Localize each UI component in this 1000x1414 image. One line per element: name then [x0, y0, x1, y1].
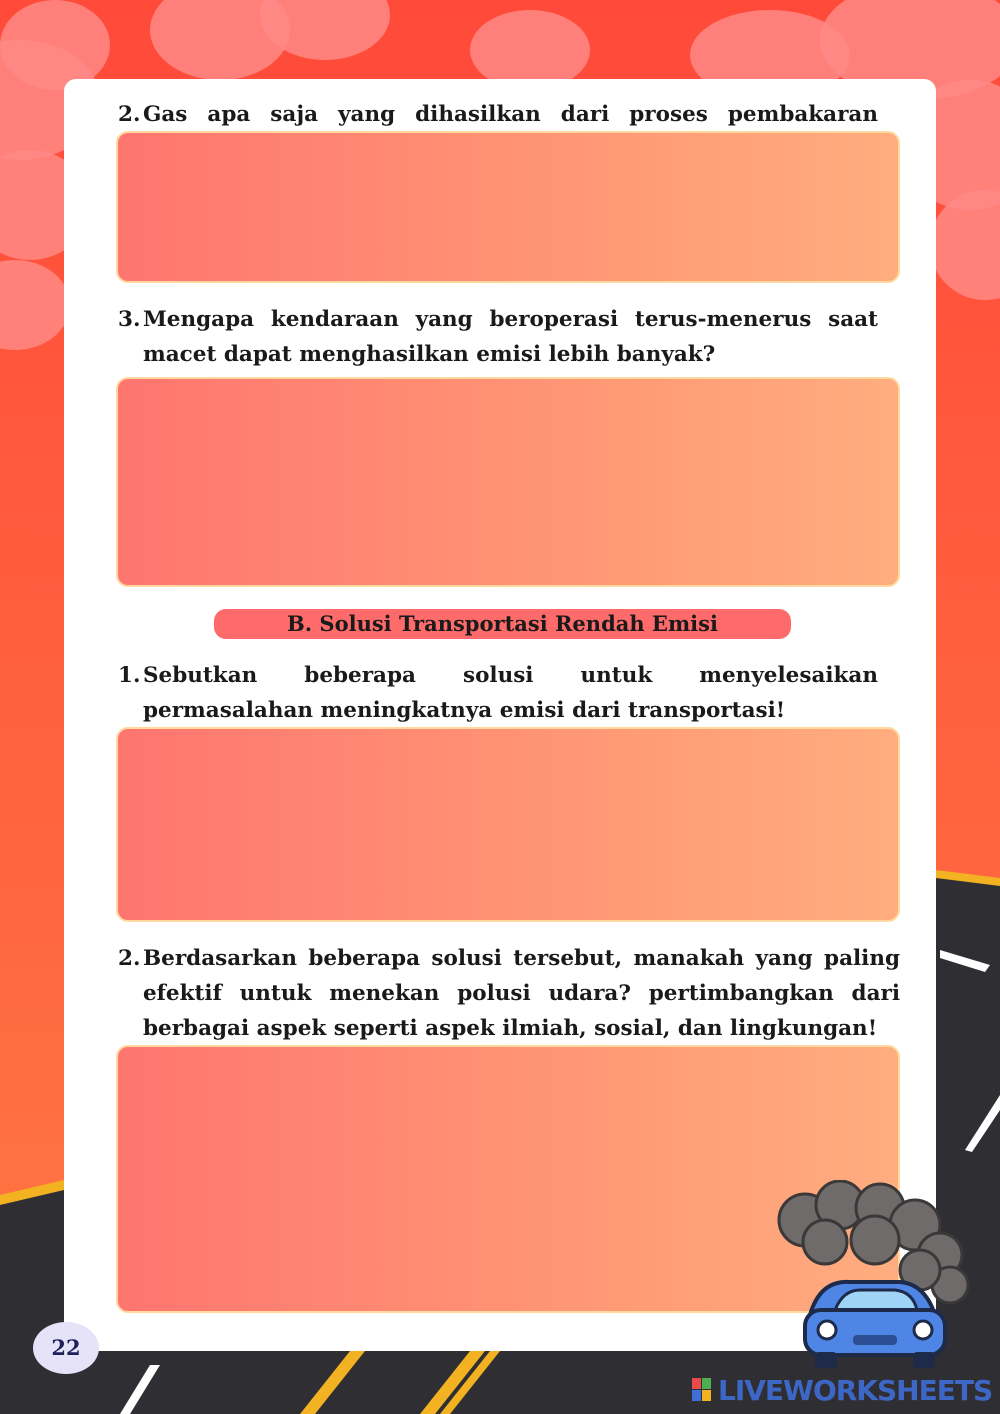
question-number: 1. [118, 663, 141, 688]
question-a3 [118, 302, 878, 372]
answer-box-a3[interactable] [116, 377, 900, 587]
car-icon [805, 1282, 945, 1368]
question-number: 2. [118, 102, 141, 127]
page-number-badge: 22 [33, 1322, 99, 1374]
question-text: Berdasarkan beberapa solusi tersebut, manakah yang paling efektif untuk menekan polusi udara? pertimbangkan dari berbagai aspek seperti aspek ilmiah, sosial, dan lingkungan! [143, 946, 900, 1041]
answer-box-a2[interactable] [116, 131, 900, 283]
question-number: 3. [118, 307, 141, 332]
watermark-text: LIVEWORKSHEETS [718, 1374, 993, 1407]
question-text: Gas apa saja yang dihasilkan dari proses pembakaran [143, 102, 878, 127]
liveworksheets-logo-icon [692, 1378, 712, 1402]
answer-box-b1[interactable] [116, 727, 900, 922]
question-b2 [118, 941, 900, 1046]
question-number: 2. [118, 946, 141, 971]
question-text: Sebutkan beberapa solusi untuk menyelesaikan permasalahan meningkatnya emisi dari transportasi! [143, 663, 878, 723]
question-b1 [118, 658, 878, 728]
question-text: Mengapa kendaraan yang beroperasi terus-menerus saat macet dapat menghasilkan emisi lebih banyak? [143, 307, 878, 367]
car-smoke-illustration [765, 1180, 980, 1375]
section-b-title: B. Solusi Transportasi Rendah Emisi [214, 609, 791, 639]
